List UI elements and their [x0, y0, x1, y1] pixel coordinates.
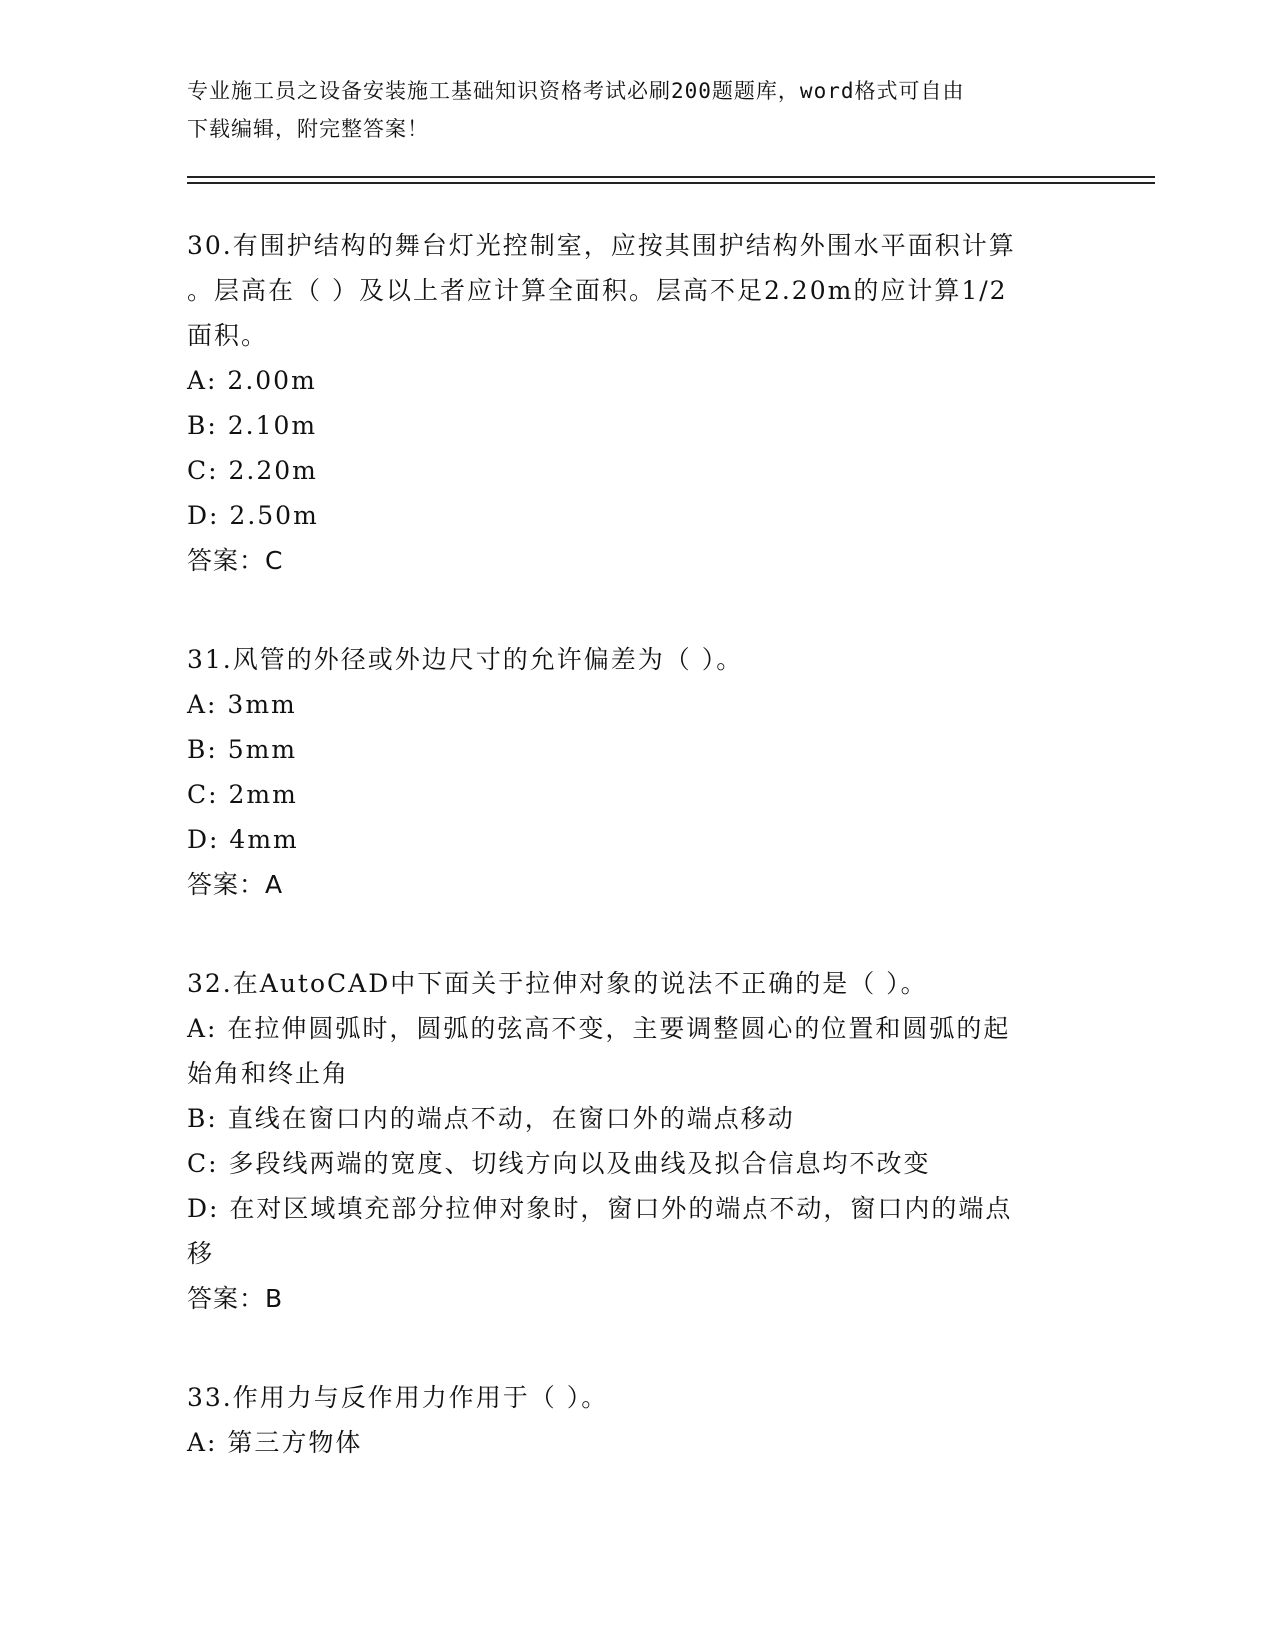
question-30-stem-line-2: 。层高在（ ）及以上者应计算全面积。层高不足2.20m的应计算1/2 — [187, 276, 1008, 305]
question-30-option-a: A: 2.00m — [187, 366, 317, 395]
question-31-option-a: A: 3mm — [187, 690, 297, 719]
question-31-stem-line-1: 31.风管的外径或外边尺寸的允许偏差为（ ）。 — [187, 645, 744, 674]
question-30-stem-line-3: 面积。 — [187, 321, 269, 350]
question-30-stem-line-1: 30.有围护结构的舞台灯光控制室，应按其围护结构外围水平面积计算 — [187, 231, 1016, 260]
question-32-option-d-line-2: 移 — [187, 1239, 215, 1268]
question-31-option-b: B: 5mm — [187, 735, 298, 764]
question-32-option-a-line-2: 始角和终止角 — [187, 1059, 350, 1088]
header-line-2: 下载编辑，附完整答案！ — [187, 117, 429, 141]
question-30-option-c: C: 2.20m — [187, 456, 318, 485]
question-30-option-d: D: 2.50m — [187, 501, 319, 530]
question-32-option-d-line-1: D: 在对区域填充部分拉伸对象时，窗口外的端点不动，窗口内的端点 — [187, 1194, 1013, 1223]
document-header — [187, 72, 1067, 148]
question-31-option-d: D: 4mm — [187, 825, 299, 854]
question-32-stem-line-1: 32.在AutoCAD中下面关于拉伸对象的说法不正确的是（ ）。 — [187, 969, 928, 998]
question-31-answer: 答案：A — [187, 870, 284, 899]
question-32-option-c: C: 多段线两端的宽度、切线方向以及曲线及拟合信息均不改变 — [187, 1149, 931, 1178]
question-33-option-a: A: 第三方物体 — [187, 1428, 363, 1457]
header-divider-bottom — [187, 182, 1155, 184]
question-32-answer: 答案：B — [187, 1284, 284, 1313]
question-31-option-c: C: 2mm — [187, 780, 298, 809]
header-line-1: 专业施工员之设备安装施工基础知识资格考试必刷200题题库，word格式可自由 — [187, 79, 965, 103]
question-30-option-b: B: 2.10m — [187, 411, 318, 440]
header-divider-top — [187, 176, 1155, 178]
question-33-stem-line-1: 33.作用力与反作用力作用于（ ）。 — [187, 1383, 609, 1412]
question-32-option-a-line-1: A: 在拉伸圆弧时，圆弧的弦高不变，主要调整圆心的位置和圆弧的起 — [187, 1014, 1011, 1043]
question-32-option-b: B: 直线在窗口内的端点不动，在窗口外的端点移动 — [187, 1104, 795, 1133]
question-30-answer: 答案：C — [187, 546, 284, 575]
